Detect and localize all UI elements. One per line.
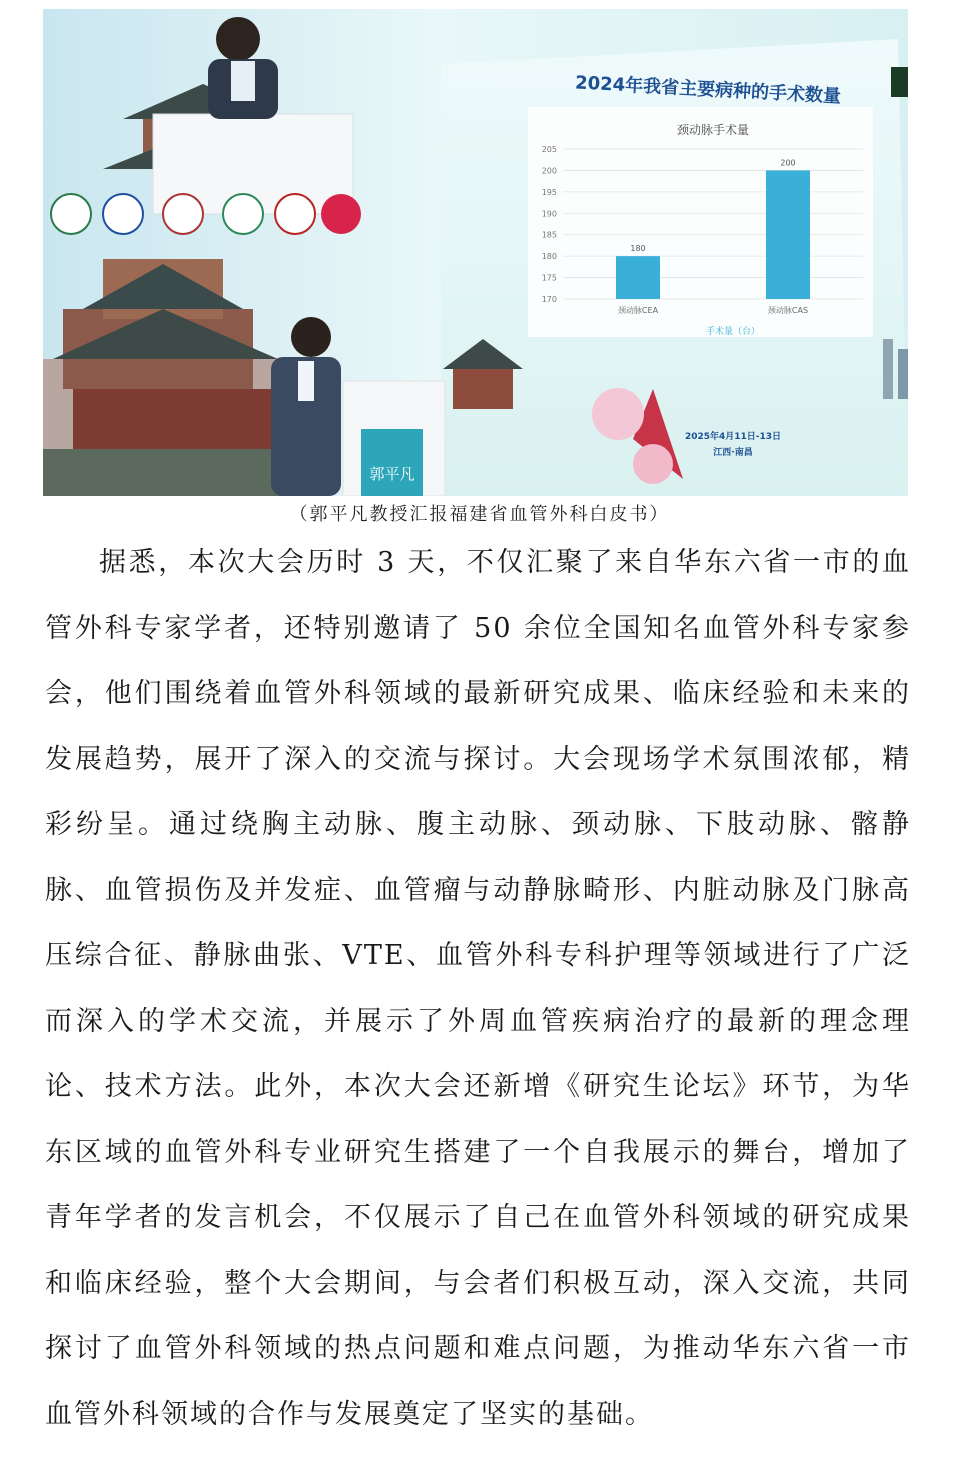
y-tick-label: 205 [541,145,557,154]
article-body [45,530,911,1447]
bar-value-label: 180 [630,244,646,254]
y-tick-label: 200 [541,166,557,176]
y-tick-label: 180 [541,252,557,262]
chart-legend: 手术量（台） [705,327,761,337]
bar-value-label: 200 [780,158,796,168]
y-tick-label: 185 [541,230,557,240]
conference-location: 江西·南昌 [713,448,753,458]
conference-date: 2025年4月11日-13日 [684,432,782,442]
y-tick-label: 190 [541,209,557,219]
bar-1 [616,256,660,299]
y-tick-label: 175 [541,273,557,283]
article-paragraph: 据悉，本次大会历时 3 天，不仅汇聚了来自华东六省一市的血管外科专家学者，还特别邀请了 50 余位全国知名血管外科专家参会，他们围绕着血管外科领域的最新研究成果、临床经验和未来的发展趋势，展开了深入的交流与探讨。大会现场学术氛围浓郁，精彩纷呈。通过绕胸主动脉、腹主动脉、颈动脉、下肢动脉、髂静脉、血管损伤及并发症、血管瘤与动静脉畸形、内脏动脉及门脉高压综合征、静脉曲张、VTE、血管外科专科护理等领域进行了广泛而深入的学术交流，并展示了外周血管疾病治疗的最新的理念理论、技术方法。此外，本次大会还新增《研究生论坛》环节，为华东区域的血管外科专业研究生搭建了一个自我展示的舞台，增加了青年学者的发言机会，不仅展示了自己在血管外科领域的研究成果和临床经验，整个大会期间，与会者们积极互动，深入交流，共同探讨了血管外科领域的热点问题和难点问题，为推动华东六省一市血管外科领域的合作与发展奠定了坚实的基础。 [45,547,911,1430]
conference-photo [43,9,908,496]
speaker [291,317,331,357]
slide-title: 2024年我省主要病种的手术数量 [574,72,842,108]
y-tick-label: 195 [541,187,557,197]
bar-2 [766,170,810,299]
category-label: 颈动脉CEA [617,306,659,315]
speaker-name-sign: 郭平凡 [369,465,415,483]
photo-caption: （郭平凡教授汇报福建省血管外科白皮书） [289,504,670,525]
carotid-surgery-chart [528,107,873,337]
photo-scene [43,9,908,496]
category-label: 颈动脉CAS [767,306,809,315]
chart-title: 颈动脉手术量 [676,123,750,137]
y-tick-label: 170 [541,295,557,304]
